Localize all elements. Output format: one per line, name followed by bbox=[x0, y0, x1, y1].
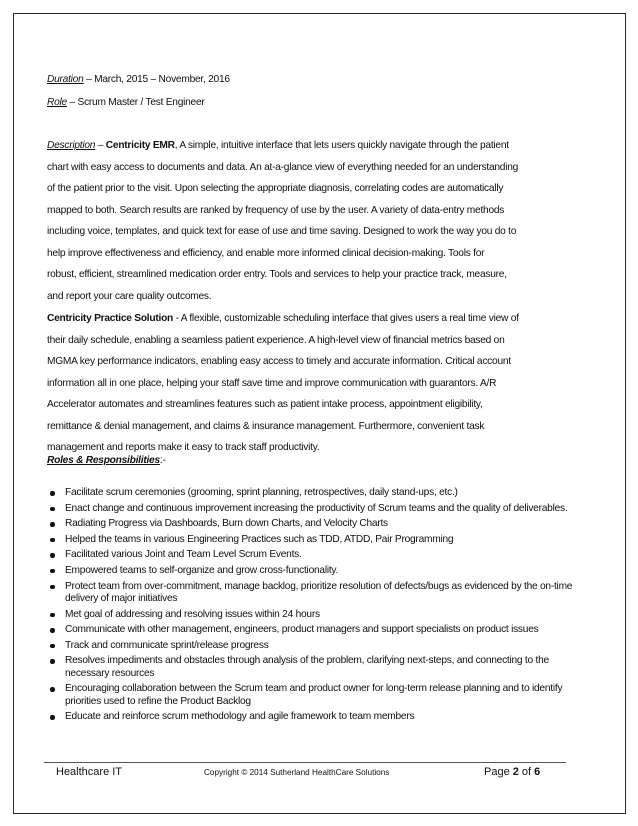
description-label: Description bbox=[47, 140, 96, 151]
description-line: help improve effectiveness and efficiency, and enable more informed clinical decision-making. Tools for bbox=[47, 247, 485, 259]
bullet-icon bbox=[50, 491, 55, 496]
centricity-line: Accelerator automates and streamlines features such as patient intake process, appointment eligibility, bbox=[47, 399, 483, 410]
description-line: and report your care quality outcomes. bbox=[47, 290, 212, 302]
roles-heading-suffix: :- bbox=[159, 455, 166, 466]
list-item bbox=[47, 624, 577, 636]
bullet-icon bbox=[50, 659, 55, 664]
list-item-text: Radiating Progress via Dashboards, Burn down Charts, and Velocity Charts bbox=[65, 518, 388, 530]
bullet-icon bbox=[50, 522, 55, 527]
list-item bbox=[47, 565, 577, 577]
list-item-text: Helped the teams in various Engineering Practices such as TDD, ATDD, Pair Programming bbox=[65, 533, 454, 545]
bullet-icon bbox=[50, 715, 55, 720]
product-name: Centricity EMR bbox=[105, 140, 175, 151]
description-line: robust, efficient, streamlined medication order entry. Tools and services to help your practice track, measure, bbox=[47, 269, 507, 280]
role-label: Role bbox=[47, 97, 67, 108]
bullet-icon bbox=[50, 687, 55, 692]
list-item bbox=[47, 549, 577, 561]
list-item bbox=[47, 534, 577, 546]
centricity-line: remittance & denial management, and claims & insurance management. Furthermore, convenient task bbox=[47, 420, 485, 432]
description-line: chart with easy access to documents and data. An at-a-glance view of everything needed for an understanding bbox=[47, 161, 519, 173]
list-item-text: Protect team from over-commitment, manage backlog, prioritize resolution of defects/bugs as evidenced by the on-time delivery of major initiatives bbox=[65, 580, 573, 604]
list-item bbox=[47, 655, 577, 680]
description-line: of the patient prior to the visit. Upon selecting the appropriate diagnosis, correlating codes are automatically bbox=[47, 183, 504, 194]
centricity-line: MGMA key performance indicators, enabling easy access to timely and accurate information. Critical account bbox=[47, 356, 511, 367]
list-item-text: Educate and reinforce scrum methodology and agile framework to team members bbox=[65, 711, 415, 723]
page-total: 6 bbox=[534, 766, 541, 778]
bullet-icon bbox=[50, 553, 55, 558]
centricity-first-line bbox=[47, 308, 577, 330]
centricity-title: Centricity Practice Solution bbox=[47, 313, 174, 324]
list-item bbox=[47, 518, 577, 530]
role-value: – Scrum Master / Test Engineer bbox=[66, 97, 205, 108]
list-item-text: Facilitate scrum ceremonies (grooming, sprint planning, retrospectives, daily stand-ups, etc.) bbox=[65, 487, 458, 498]
list-item bbox=[47, 640, 577, 652]
list-item bbox=[47, 711, 577, 723]
list-item bbox=[47, 503, 577, 515]
centricity-practice-paragraph bbox=[47, 308, 577, 459]
list-item-text: Met goal of addressing and resolving issues within 24 hours bbox=[65, 608, 320, 620]
bullet-icon bbox=[50, 585, 55, 590]
roles-heading bbox=[47, 455, 166, 466]
footer-copyright: Copyright © 2014 Sutherland HealthCare Solutions bbox=[204, 768, 390, 777]
page-prefix: Page bbox=[484, 766, 513, 778]
page-current: 2 bbox=[512, 766, 519, 778]
footer-divider bbox=[44, 762, 566, 763]
list-item bbox=[47, 609, 577, 621]
list-item-text: Communicate with other management, engineers, product managers and support specialists on product issues bbox=[65, 624, 539, 636]
bullet-icon bbox=[50, 507, 55, 512]
bullet-icon bbox=[50, 644, 55, 649]
bullet-icon bbox=[50, 628, 55, 633]
bullet-icon bbox=[50, 613, 55, 618]
list-item-text: Track and communicate sprint/release progress bbox=[65, 639, 269, 651]
list-item-text: Facilitated various Joint and Team Level Scrum Events. bbox=[65, 549, 302, 561]
page-mid: of bbox=[518, 766, 535, 778]
description-line: including voice, templates, and quick text for ease of use and time saving. Designed to work the way you do to bbox=[47, 226, 517, 237]
centricity-line: information all in one place, helping your staff save time and improve communication with guarantors. A/R bbox=[47, 377, 497, 389]
duration-line bbox=[47, 74, 230, 85]
duration-value: – March, 2015 – November, 2016 bbox=[83, 74, 230, 85]
centricity-line: their daily schedule, enabling a seamless patient experience. A high-level view of financial metrics based on bbox=[47, 334, 505, 346]
footer-section-title: Healthcare IT bbox=[56, 766, 123, 778]
list-item-text: Enact change and continuous improvement increasing the productivity of Scrum teams and the quality of deliverables. bbox=[65, 502, 568, 514]
description-dash: – bbox=[95, 140, 106, 151]
roles-heading-text: Roles & Responsibilities bbox=[47, 455, 160, 466]
bullet-icon bbox=[50, 569, 55, 574]
description-first-line-text: , A simple, intuitive interface that lets users quickly navigate through the patient bbox=[174, 140, 509, 151]
footer-page-number bbox=[484, 766, 540, 778]
role-line bbox=[47, 97, 205, 108]
description-paragraph bbox=[47, 135, 577, 307]
list-item bbox=[47, 581, 577, 606]
responsibilities-list bbox=[47, 487, 577, 727]
description-first-line bbox=[47, 135, 577, 157]
description-line: mapped to both. Search results are ranked by frequency of use by the user. A variety of data-entry methods bbox=[47, 204, 505, 216]
list-item-text: Empowered teams to self-organize and grow cross-functionality. bbox=[65, 564, 339, 576]
list-item-text: Resolves impediments and obstacles through analysis of the problem, clarifying next-steps, and connecting to the necessary resources bbox=[65, 655, 549, 679]
duration-label: Duration bbox=[47, 74, 84, 85]
centricity-line: management and reports make it easy to track staff productivity. bbox=[47, 442, 320, 453]
list-item bbox=[47, 487, 577, 499]
list-item-text: Encouraging collaboration between the Scrum team and product owner for long-term release planning and to identify priorities used to refine the Product Backlog bbox=[65, 683, 563, 707]
centricity-first-line-text: - A flexible, customizable scheduling interface that gives users a real time view of bbox=[173, 313, 519, 324]
bullet-icon bbox=[50, 538, 55, 543]
list-item bbox=[47, 683, 577, 708]
